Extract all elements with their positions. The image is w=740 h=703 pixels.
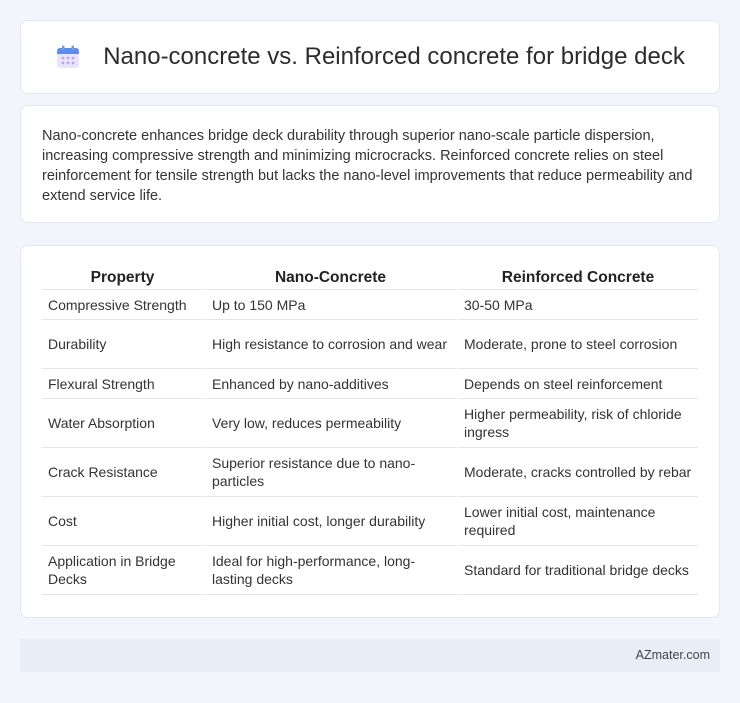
footer-brand-link[interactable]: AZmater.com bbox=[635, 648, 710, 662]
cell-reinforced: Standard for traditional bridge decks bbox=[458, 546, 698, 595]
header-reinforced-concrete: Reinforced Concrete bbox=[458, 266, 698, 290]
cell-nano: Enhanced by nano-additives bbox=[206, 369, 458, 399]
cell-nano: Higher initial cost, longer durability bbox=[206, 497, 458, 546]
cell-property: Water Absorption bbox=[42, 399, 206, 448]
page-title: Nano-concrete vs. Reinforced concrete for bridge deck bbox=[103, 43, 685, 70]
summary-card bbox=[20, 105, 720, 223]
cell-property: Application in Bridge Decks bbox=[42, 546, 206, 595]
footer bbox=[20, 639, 720, 672]
cell-property: Crack Resistance bbox=[42, 448, 206, 497]
calendar-icon bbox=[55, 44, 81, 70]
table-row bbox=[42, 369, 698, 399]
cell-property: Cost bbox=[42, 497, 206, 546]
table-row bbox=[42, 546, 698, 595]
cell-nano: Ideal for high-performance, long-lasting decks bbox=[206, 546, 458, 595]
table-header-row bbox=[42, 266, 698, 290]
header-property: Property bbox=[42, 266, 206, 290]
header-nano-concrete: Nano-Concrete bbox=[206, 266, 458, 290]
title-card bbox=[20, 20, 720, 94]
cell-nano: High resistance to corrosion and wear bbox=[206, 320, 458, 369]
cell-nano: Very low, reduces permeability bbox=[206, 399, 458, 448]
cell-reinforced: Higher permeability, risk of chloride ingress bbox=[458, 399, 698, 448]
comparison-table bbox=[42, 266, 698, 595]
table-row bbox=[42, 290, 698, 320]
cell-property: Flexural Strength bbox=[42, 369, 206, 399]
cell-property: Durability bbox=[42, 320, 206, 369]
cell-reinforced: Lower initial cost, maintenance required bbox=[458, 497, 698, 546]
cell-nano: Up to 150 MPa bbox=[206, 290, 458, 320]
table-row bbox=[42, 399, 698, 448]
cell-reinforced: Moderate, cracks controlled by rebar bbox=[458, 448, 698, 497]
cell-reinforced: Moderate, prone to steel corrosion bbox=[458, 320, 698, 369]
cell-reinforced: Depends on steel reinforcement bbox=[458, 369, 698, 399]
table-row bbox=[42, 497, 698, 546]
cell-property: Compressive Strength bbox=[42, 290, 206, 320]
comparison-table-card bbox=[20, 245, 720, 618]
table-row bbox=[42, 320, 698, 369]
cell-reinforced: 30-50 MPa bbox=[458, 290, 698, 320]
cell-nano: Superior resistance due to nano-particles bbox=[206, 448, 458, 497]
table-row bbox=[42, 448, 698, 497]
summary-text: Nano-concrete enhances bridge deck durability through superior nano-scale particle dispersion, increasing compressive strength and minimizing microcracks. Reinforced concrete relies on steel reinforcement for tensile strength but lacks the nano-level improvements that reduce permeability and extend service life. bbox=[42, 128, 693, 204]
